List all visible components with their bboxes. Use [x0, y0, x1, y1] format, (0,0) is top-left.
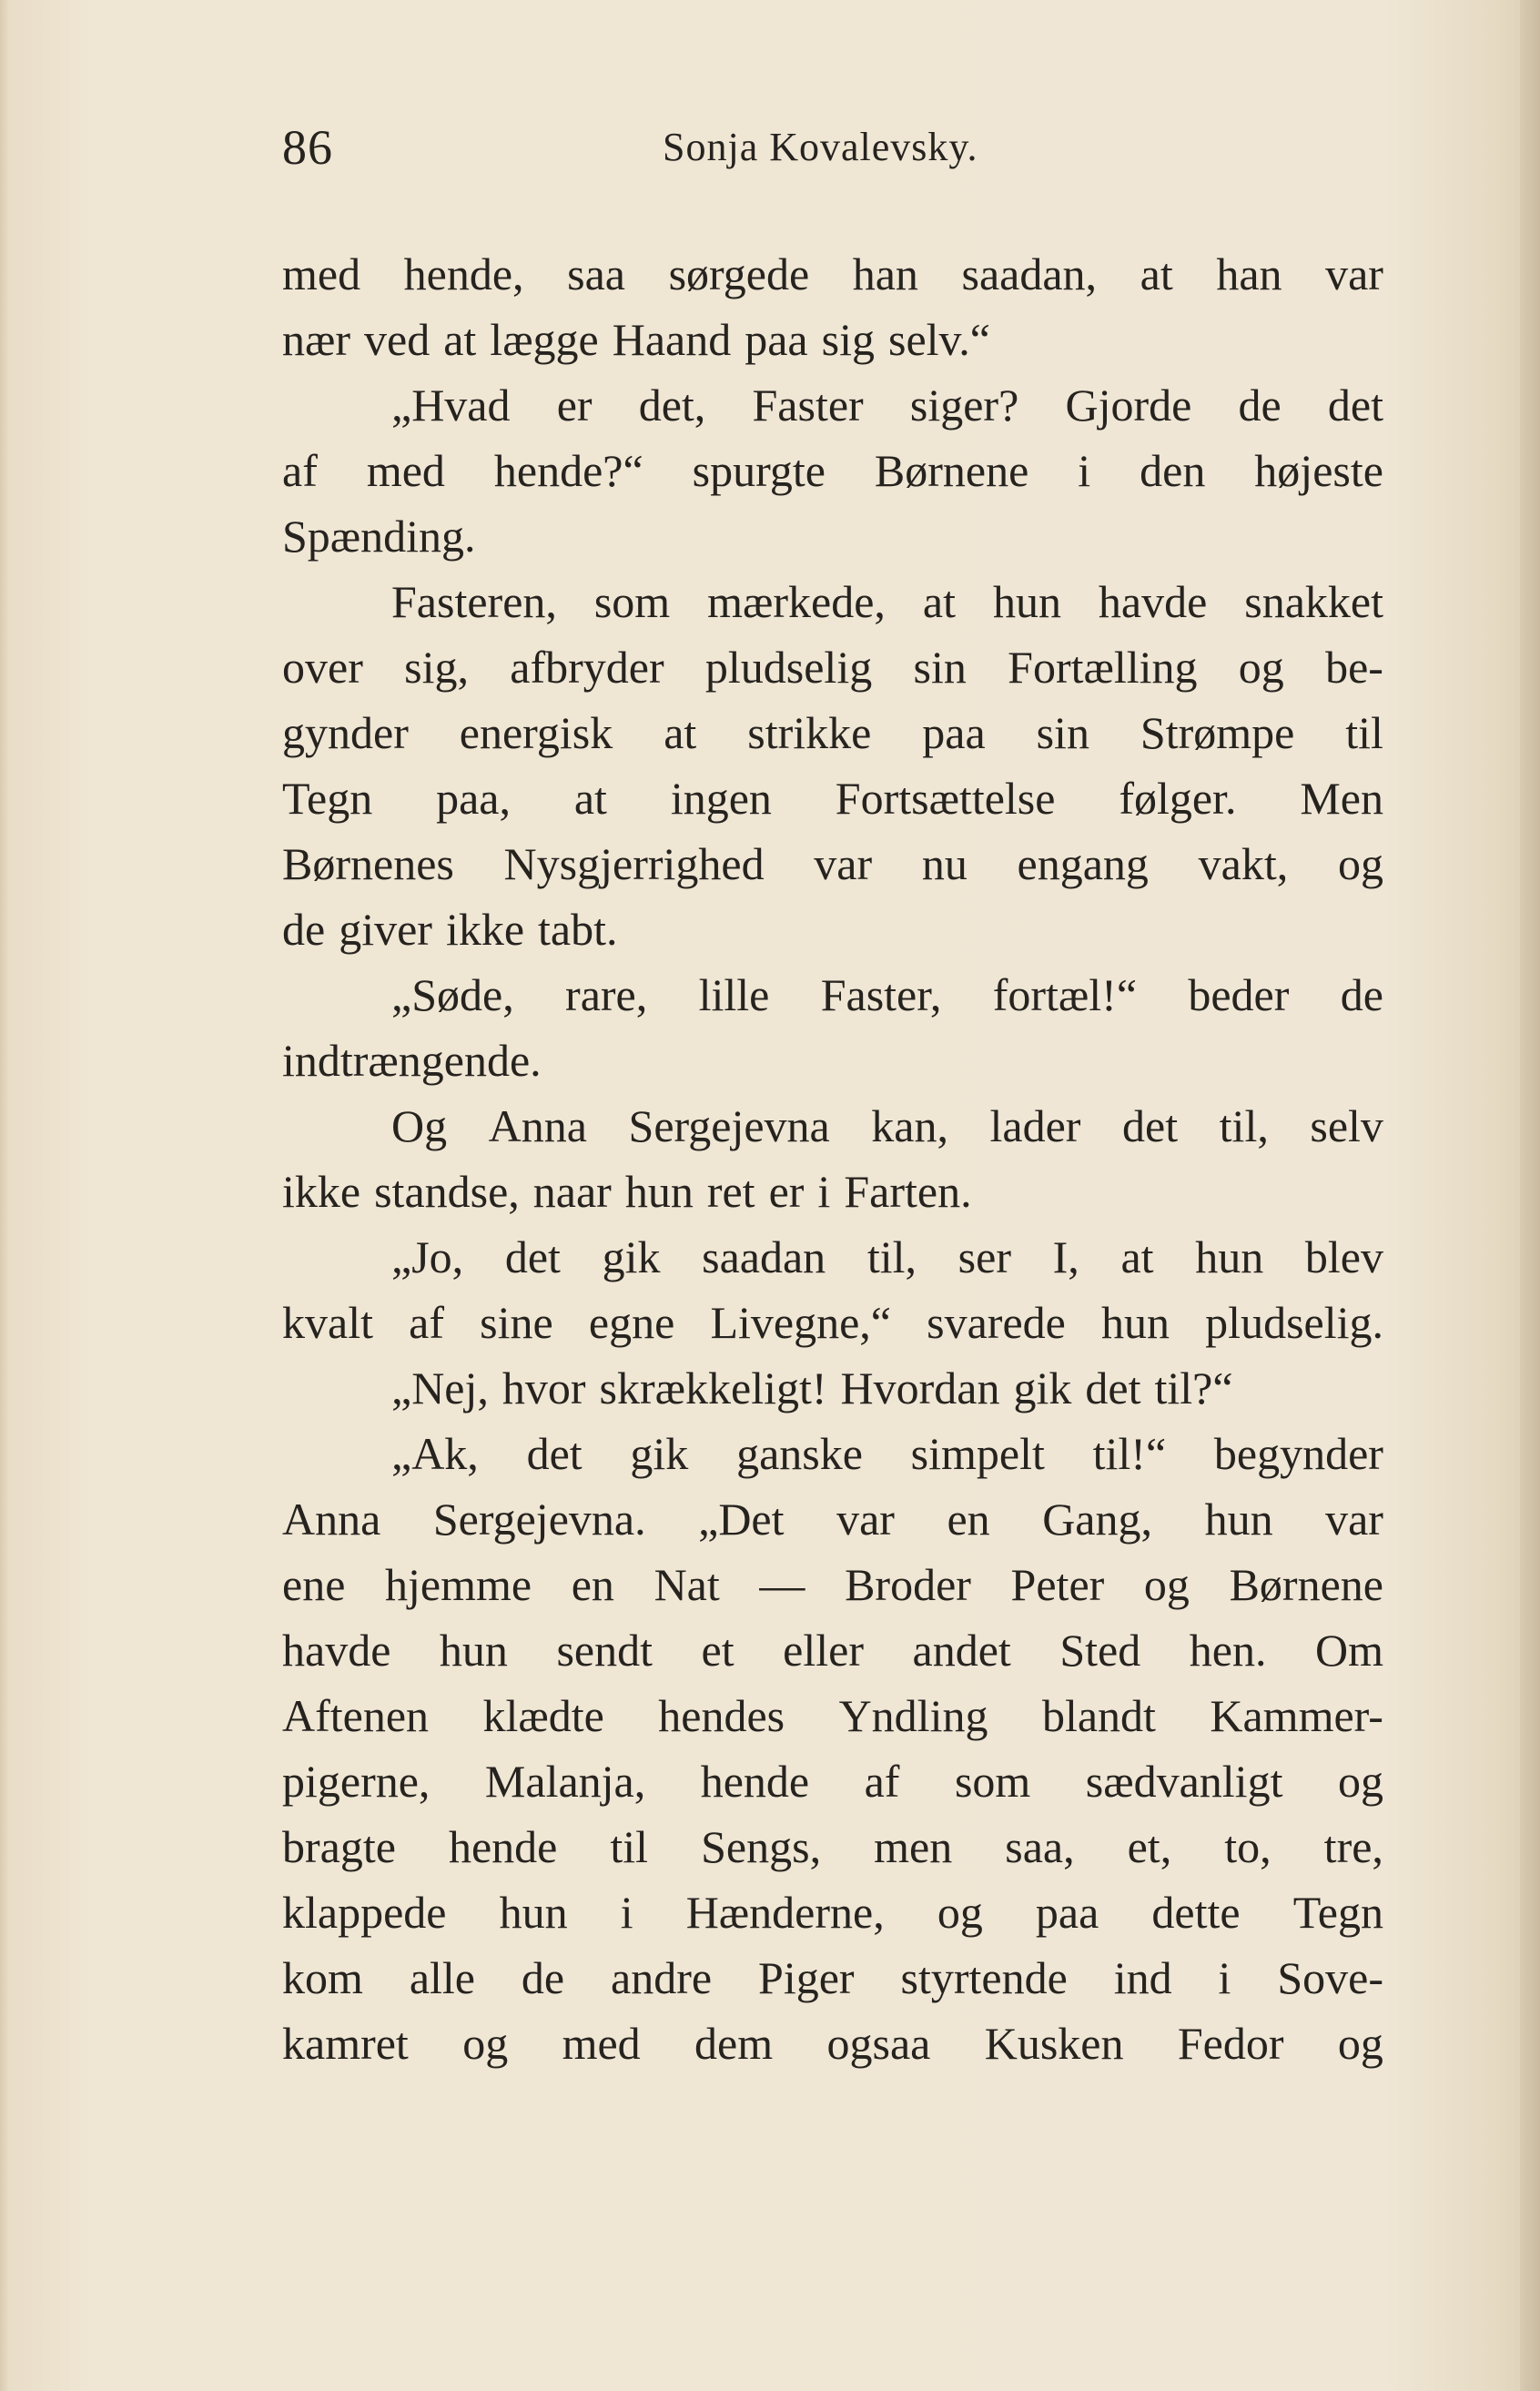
running-title: Sonja Kovalevsky.: [663, 125, 978, 169]
text-line: gynder energisk at strikke paa sin Strømpe til: [282, 707, 1383, 758]
text-line: de giver ikke tabt.: [282, 904, 618, 955]
page-header: [282, 111, 1383, 184]
text-line: Fasteren, som mærkede, at hun havde snakket: [391, 576, 1383, 627]
text-line: nær ved at lægge Haand paa sig selv.“: [282, 314, 990, 365]
text-line: Og Anna Sergejevna kan, lader det til, selv: [391, 1100, 1383, 1151]
text-line: klappede hun i Hænderne, og paa dette Tegn: [282, 1887, 1383, 1938]
text-line: Spænding.: [282, 511, 476, 562]
text-line: indtrængende.: [282, 1035, 542, 1086]
text-line: kom alle de andre Piger styrtende ind i Sove-: [282, 1952, 1383, 2003]
text-line: kvalt af sine egne Livegne,“ svarede hun pludselig.: [282, 1297, 1383, 1348]
text-line: ene hjemme en Nat — Broder Peter og Børnene: [282, 1559, 1383, 1610]
text-line: „Nej, hvor skrækkeligt! Hvordan gik det til?“: [391, 1363, 1233, 1413]
text-line: bragte hende til Sengs, men saa, et, to, tre,: [282, 1821, 1383, 1872]
page-gutter-shadow: [0, 0, 9, 2391]
text-line: pigerne, Malanja, hende af som sædvanligt og: [282, 1756, 1383, 1807]
text-line: ikke standse, naar hun ret er i Farten.: [282, 1166, 972, 1217]
body-text: [282, 241, 1383, 2076]
text-line: Børnenes Nysgjerrighed var nu engang vakt, og: [282, 838, 1383, 889]
text-line: „Hvad er det, Faster siger? Gjorde de det: [391, 380, 1383, 431]
text-line: „Ak, det gik ganske simpelt til!“ begynder: [391, 1428, 1383, 1479]
page-edge-shadow: [1520, 0, 1540, 2391]
text-line: „Jo, det gik saadan til, ser I, at hun blev: [391, 1231, 1383, 1282]
text-line: Tegn paa, at ingen Fortsættelse følger. Men: [282, 773, 1383, 824]
text-line: „Søde, rare, lille Faster, fortæl!“ beder de: [391, 969, 1383, 1020]
text-line: af med hende?“ spurgte Børnene i den højeste: [282, 445, 1383, 496]
text-line: Anna Sergejevna. „Det var en Gang, hun var: [282, 1494, 1383, 1545]
text-line: havde hun sendt et eller andet Sted hen. Om: [282, 1625, 1383, 1676]
text-line: med hende, saa sørgede han saadan, at han var: [282, 248, 1383, 299]
text-line: over sig, afbryder pludselig sin Fortælling og be-: [282, 642, 1383, 693]
text-line: Aftenen klædte hendes Yndling blandt Kammer-: [282, 1690, 1383, 1741]
page-number: 86: [282, 120, 333, 175]
text-line: kamret og med dem ogsaa Kusken Fedor og: [282, 2018, 1383, 2069]
